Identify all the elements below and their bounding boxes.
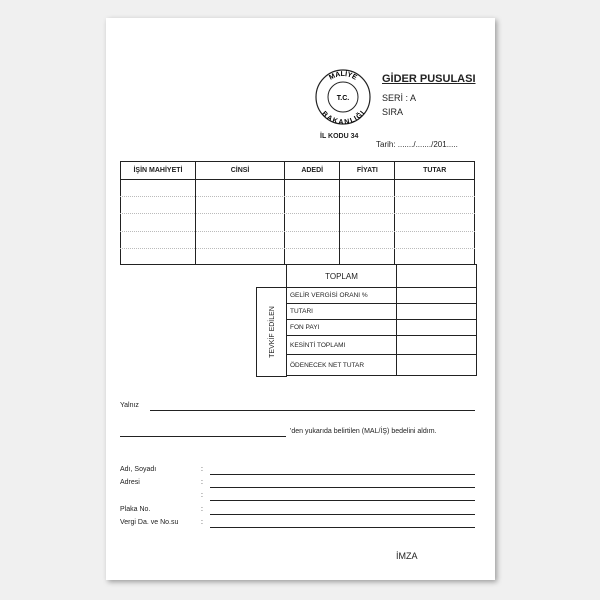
- toplam-value[interactable]: [397, 265, 477, 288]
- yalniz-line[interactable]: [150, 410, 475, 411]
- totals-table: [286, 264, 477, 376]
- gelir-vergisi-label: GELİR VERGİSİ ORANI %: [287, 288, 397, 304]
- vergi-label: Vergi Da. ve No.su: [120, 519, 179, 526]
- il-kodu: İL KODU 34: [320, 133, 359, 140]
- imza-label: İMZA: [396, 551, 418, 561]
- yalniz-label: Yalnız: [120, 402, 139, 409]
- col-cinsi: CİNSİ: [195, 162, 284, 180]
- seri-label: SERİ : A: [382, 93, 417, 103]
- col-tutar: TUTAR: [395, 162, 475, 180]
- col-adedi: ADEDİ: [285, 162, 340, 180]
- vergi-line[interactable]: [210, 527, 475, 528]
- fon-payi-value[interactable]: [397, 320, 477, 336]
- kesinti-toplami-label: KESİNTİ TOPLAMI: [287, 336, 397, 355]
- seal-center-text: T.C.: [336, 95, 350, 102]
- adresi-colon-2: :: [201, 492, 203, 499]
- form-title: GİDER PUSULASI: [382, 73, 476, 85]
- tutari-label: TUTARI: [287, 304, 397, 320]
- payer-line[interactable]: [120, 436, 286, 437]
- tarih-field[interactable]: Tarih: ......./......./201.....: [376, 140, 458, 149]
- adi-colon: :: [201, 466, 203, 473]
- col-isin-mahiyeti: İŞİN MAHİYETİ: [121, 162, 196, 180]
- plaka-label: Plaka No.: [120, 506, 151, 513]
- odenecek-net-tutar-label: ÖDENECEK NET TUTAR: [287, 355, 397, 376]
- kesinti-toplami-value[interactable]: [397, 336, 477, 355]
- fon-payi-label: FON PAYI: [287, 320, 397, 336]
- form-sheet: [106, 18, 495, 580]
- col-fiyati: FİYATI: [340, 162, 395, 180]
- odenecek-net-tutar-value[interactable]: [397, 355, 477, 376]
- adi-label: Adı, Soyadı: [120, 466, 157, 473]
- tutari-value[interactable]: [397, 304, 477, 320]
- adresi-colon: :: [201, 479, 203, 486]
- vergi-colon: :: [201, 519, 203, 526]
- table-row-guides: [120, 179, 475, 263]
- tevkif-label: TEVKİF EDİLEN: [269, 306, 276, 358]
- seal-top-text: MALİYE: [328, 70, 358, 82]
- adresi-label: Adresi: [120, 479, 140, 486]
- toplam-label: TOPLAM: [287, 265, 397, 288]
- received-text: 'den yukarıda belirtilen (MAL/İŞ) bedelini aldım.: [290, 428, 437, 435]
- adi-line[interactable]: [210, 474, 475, 475]
- maliye-seal-icon: [314, 68, 372, 126]
- tevkif-box: [256, 287, 287, 377]
- gelir-vergisi-value[interactable]: [397, 288, 477, 304]
- adresi-line-2[interactable]: [210, 500, 475, 501]
- adresi-line-1[interactable]: [210, 487, 475, 488]
- plaka-colon: :: [201, 506, 203, 513]
- sira-label: SIRA: [382, 107, 404, 117]
- seal-bottom-text: BAKANLIĞI: [320, 110, 367, 126]
- plaka-line[interactable]: [210, 514, 475, 515]
